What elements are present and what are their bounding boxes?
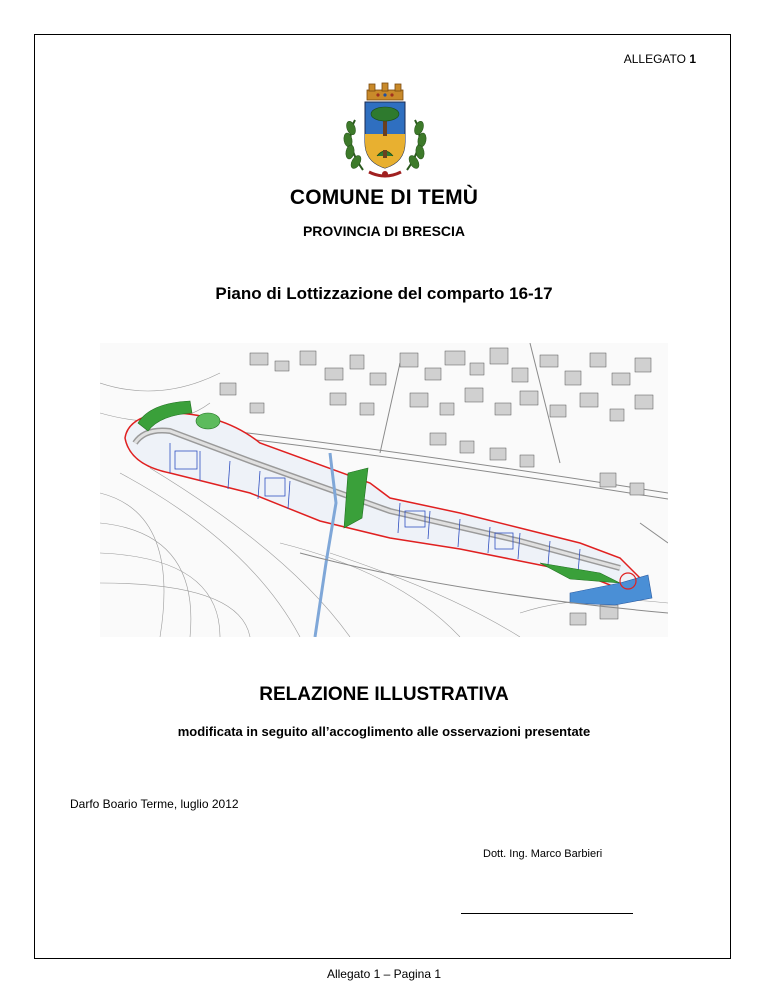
signature-line [461,913,633,914]
report-title: RELAZIONE ILLUSTRATIVA [259,684,509,705]
place-date: Darfo Boario Terme, luglio 2012 [70,797,239,811]
municipal-crest-icon [333,80,437,184]
site-plan-map [100,343,668,637]
plan-title: Piano di Lottizzazione del comparto 16-17 [215,284,553,303]
municipality-name: COMUNE DI TEMÙ [289,186,479,209]
author-name: Dott. Ing. Marco Barbieri [483,848,603,860]
page-footer: Allegato 1 – Pagina 1 [326,967,442,981]
report-subtitle: modificata in seguito all’accoglimento alle osservazioni presentate [177,724,591,739]
province-name: PROVINCIA DI BRESCIA [302,223,466,239]
allegato-label: ALLEGATO 1 [623,52,696,66]
